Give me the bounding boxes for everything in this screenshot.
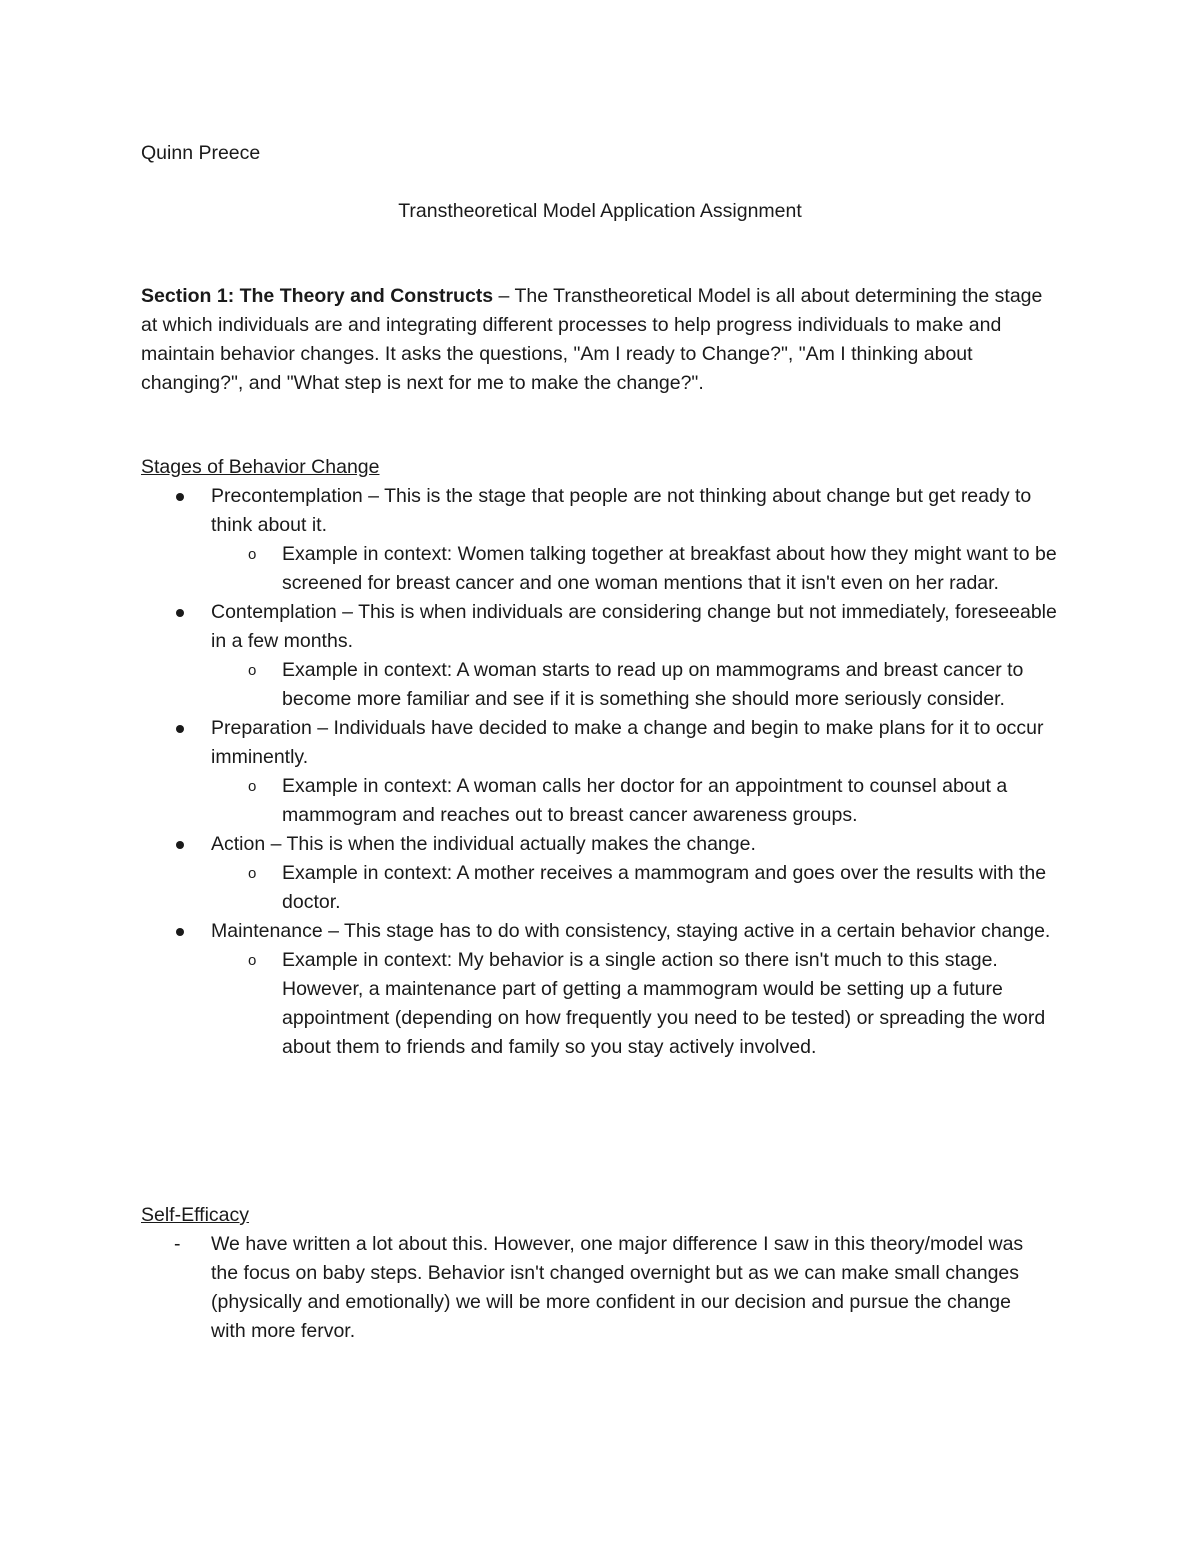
sub-bullet-icon: o xyxy=(248,546,257,563)
document-title: Transtheoretical Model Application Assignment xyxy=(398,200,802,222)
self-efficacy-heading: Self-Efficacy xyxy=(141,1204,250,1226)
section-1-separator: – xyxy=(493,285,515,307)
dash-bullet-icon: - xyxy=(174,1233,181,1255)
stage-text: Precontemplation – This is the stage that people are not thinking about change but get ready to think about it. xyxy=(211,485,1032,536)
stage-example xyxy=(211,859,1071,917)
bullet-icon xyxy=(176,493,184,501)
stage-text: Maintenance – This stage has to do with consistency, staying active in a certain behavior change. xyxy=(211,920,1051,942)
stage-example-list xyxy=(211,946,1071,1062)
self-efficacy-section xyxy=(141,1201,1041,1346)
stage-text: Action – This is when the individual actually makes the change. xyxy=(211,833,756,855)
stage-item xyxy=(141,598,1071,714)
self-efficacy-item xyxy=(141,1230,1041,1346)
stage-text: Contemplation – This is when individuals are considering change but not immediately, foreseeable in a few months. xyxy=(211,601,1057,652)
stage-example-text: Example in context: A woman starts to read up on mammograms and breast cancer to become more familiar and see if it is something she should more seriously consider. xyxy=(282,659,1024,710)
bullet-icon xyxy=(176,725,184,733)
stages-section xyxy=(141,453,1071,1062)
stage-item xyxy=(141,482,1071,598)
stage-example-list xyxy=(211,859,1071,917)
section-1-heading: Section 1: The Theory and Constructs xyxy=(141,285,494,307)
stage-example xyxy=(211,946,1071,1062)
stages-list xyxy=(141,482,1071,1062)
stage-example xyxy=(211,540,1071,598)
sub-bullet-icon: o xyxy=(248,952,257,969)
sub-bullet-icon: o xyxy=(248,662,257,679)
stage-example-list xyxy=(211,540,1071,598)
author-name: Quinn Preece xyxy=(141,142,261,164)
stage-example xyxy=(211,656,1071,714)
bullet-icon xyxy=(176,609,184,617)
bullet-icon xyxy=(176,841,184,849)
sub-bullet-icon: o xyxy=(248,865,257,882)
stage-item xyxy=(141,830,1071,917)
section-1-paragraph xyxy=(141,282,1061,398)
stage-example-text: Example in context: A woman calls her doctor for an appointment to counsel about a mammogram and reaches out to breast cancer awareness groups. xyxy=(282,775,1008,826)
sub-bullet-icon: o xyxy=(248,778,257,795)
stage-example-list xyxy=(211,656,1071,714)
stages-heading: Stages of Behavior Change xyxy=(141,456,380,478)
stage-item xyxy=(141,714,1071,830)
stage-example xyxy=(211,772,1071,830)
stage-example-text: Example in context: Women talking together at breakfast about how they might want to be screened for breast cancer and one woman mentions that it isn't even on her radar. xyxy=(282,543,1057,594)
stage-example-text: Example in context: A mother receives a mammogram and goes over the results with the doctor. xyxy=(282,862,1047,913)
stage-example-text: Example in context: My behavior is a single action so there isn't much to this stage. However, a maintenance part of getting a mammogram would be setting up a future appointment (depending on how frequently you need to be tested) or spreading the word about them to friends and family so you stay actively involved. xyxy=(282,949,1046,1058)
stage-example-list xyxy=(211,772,1071,830)
self-efficacy-text: We have written a lot about this. However, one major difference I saw in this theory/model was the focus on baby steps. Behavior isn't changed overnight but as we can make small changes (physically and emotionally) we will be more confident in our decision and pursue the change with more fervor. xyxy=(211,1233,1024,1342)
bullet-icon xyxy=(176,928,184,936)
stage-item xyxy=(141,917,1071,1062)
section-1-body: The Transtheoretical Model is all about determining the stage at which individuals are and integrating different processes to help progress individuals to make and maintain behavior changes. It asks the questions, "Am I ready to Change?", "Am I thinking about changing?", and "What step is next for me to make the change?". xyxy=(141,285,1043,394)
stage-text: Preparation – Individuals have decided to make a change and begin to make plans for it to occur imminently. xyxy=(211,717,1044,768)
